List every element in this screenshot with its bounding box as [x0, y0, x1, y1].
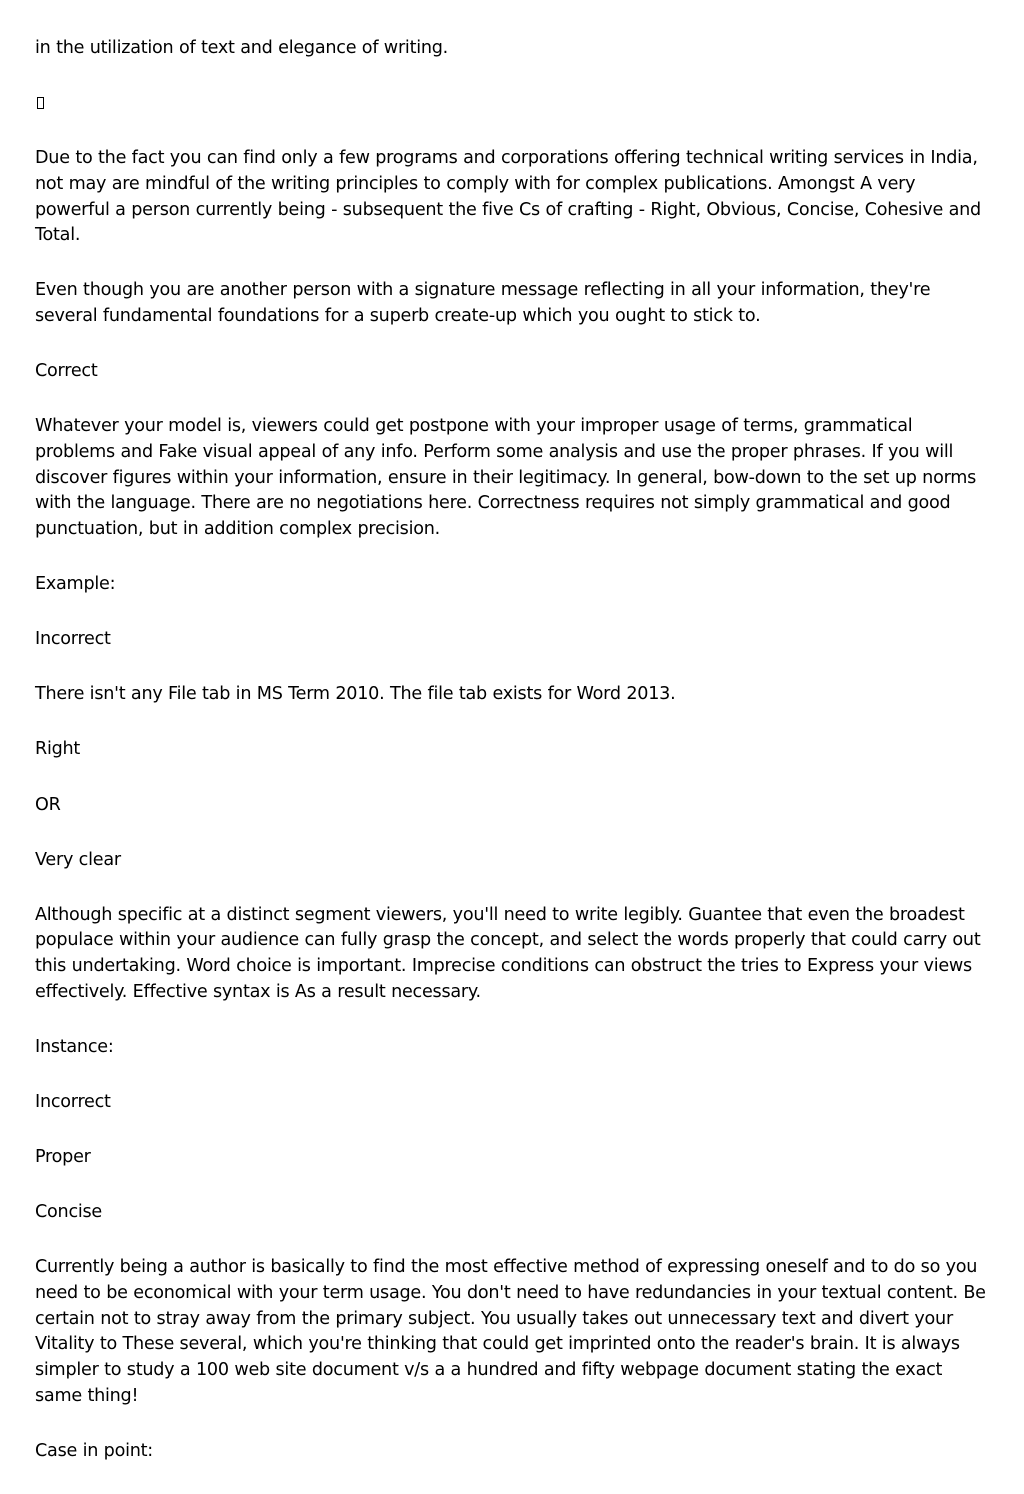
label-right: Right — [35, 739, 81, 760]
label-case-in-point: Case in point: — [35, 1440, 153, 1461]
paragraph-correctness: Whatever your model is, viewers could get postpone with your improper usage of terms, grammatical problems and Fake visual appeal of any info. Perform some analysis and use the proper phrases. If you will discover figures within your information, ensure in their legitimacy. In general, bow-down to the set up norms with the language. There are no negotiations here. Correctness requires not simply grammatical and good punctuation, but in addition complex precision. — [35, 416, 977, 540]
paragraph-conciseness: Currently being a author is basically to find the most effective method of expressing oneself and to do so you need to be economical with your term usage. You don't need to have redundancies in your textual content. Be certain not to stray away from the primary subject. You usually takes out unnecessary text and divert your Vitality to These several, which you're thinking that could get imprinted onto the reader's brain. It is always simpler to study a 100 web site document v/s a a hundred and fifty webpage document stating the exact same thing! — [35, 1257, 986, 1406]
paragraph-five-cs-intro: Due to the fact you can find only a few programs and corporations offering technical writing services in India, not may are mindful of the writing principles to comply with for complex publications. Amongst A very powerful a person currently being - subsequent the five Cs of crafting - Right, Obvious, Concise, Cohesive and Total. — [35, 148, 981, 246]
missing-glyph-box-icon — [37, 97, 44, 109]
label-example: Example: — [35, 574, 116, 595]
label-incorrect-2: Incorrect — [35, 1092, 111, 1113]
heading-concise: Concise — [35, 1202, 103, 1223]
heading-very-clear: Very clear — [35, 849, 121, 870]
paragraph-intro-fragment: in the utilization of text and elegance of writing. — [35, 38, 449, 58]
paragraph-file-tab-example: There isn't any File tab in MS Term 2010. The file tab exists for Word 2013. — [35, 684, 676, 705]
label-or: OR — [35, 794, 61, 815]
label-proper: Proper — [35, 1147, 91, 1168]
label-incorrect-1: Incorrect — [35, 629, 111, 650]
paragraph-foundations: Even though you are another person with a signature message reflecting in all your information, they're several fundamental foundations for a superb create-up which you ought to stick to. — [35, 280, 931, 327]
paragraph-clarity: Although specific at a distinct segment viewers, you'll need to write legibly. Guantee that even the broadest populace within your audience can fully grasp the concept, and select the words properly that could carry out this undertaking. Word choice is important. Imprecise conditions can obstruct the tries to Express your views effectively. Effective syntax is As a result necessary. — [35, 904, 981, 1002]
heading-correct: Correct — [35, 361, 98, 382]
label-instance: Instance: — [35, 1036, 114, 1057]
document-page — [35, 36, 990, 1494]
paragraph-missing-glyph — [35, 91, 990, 117]
